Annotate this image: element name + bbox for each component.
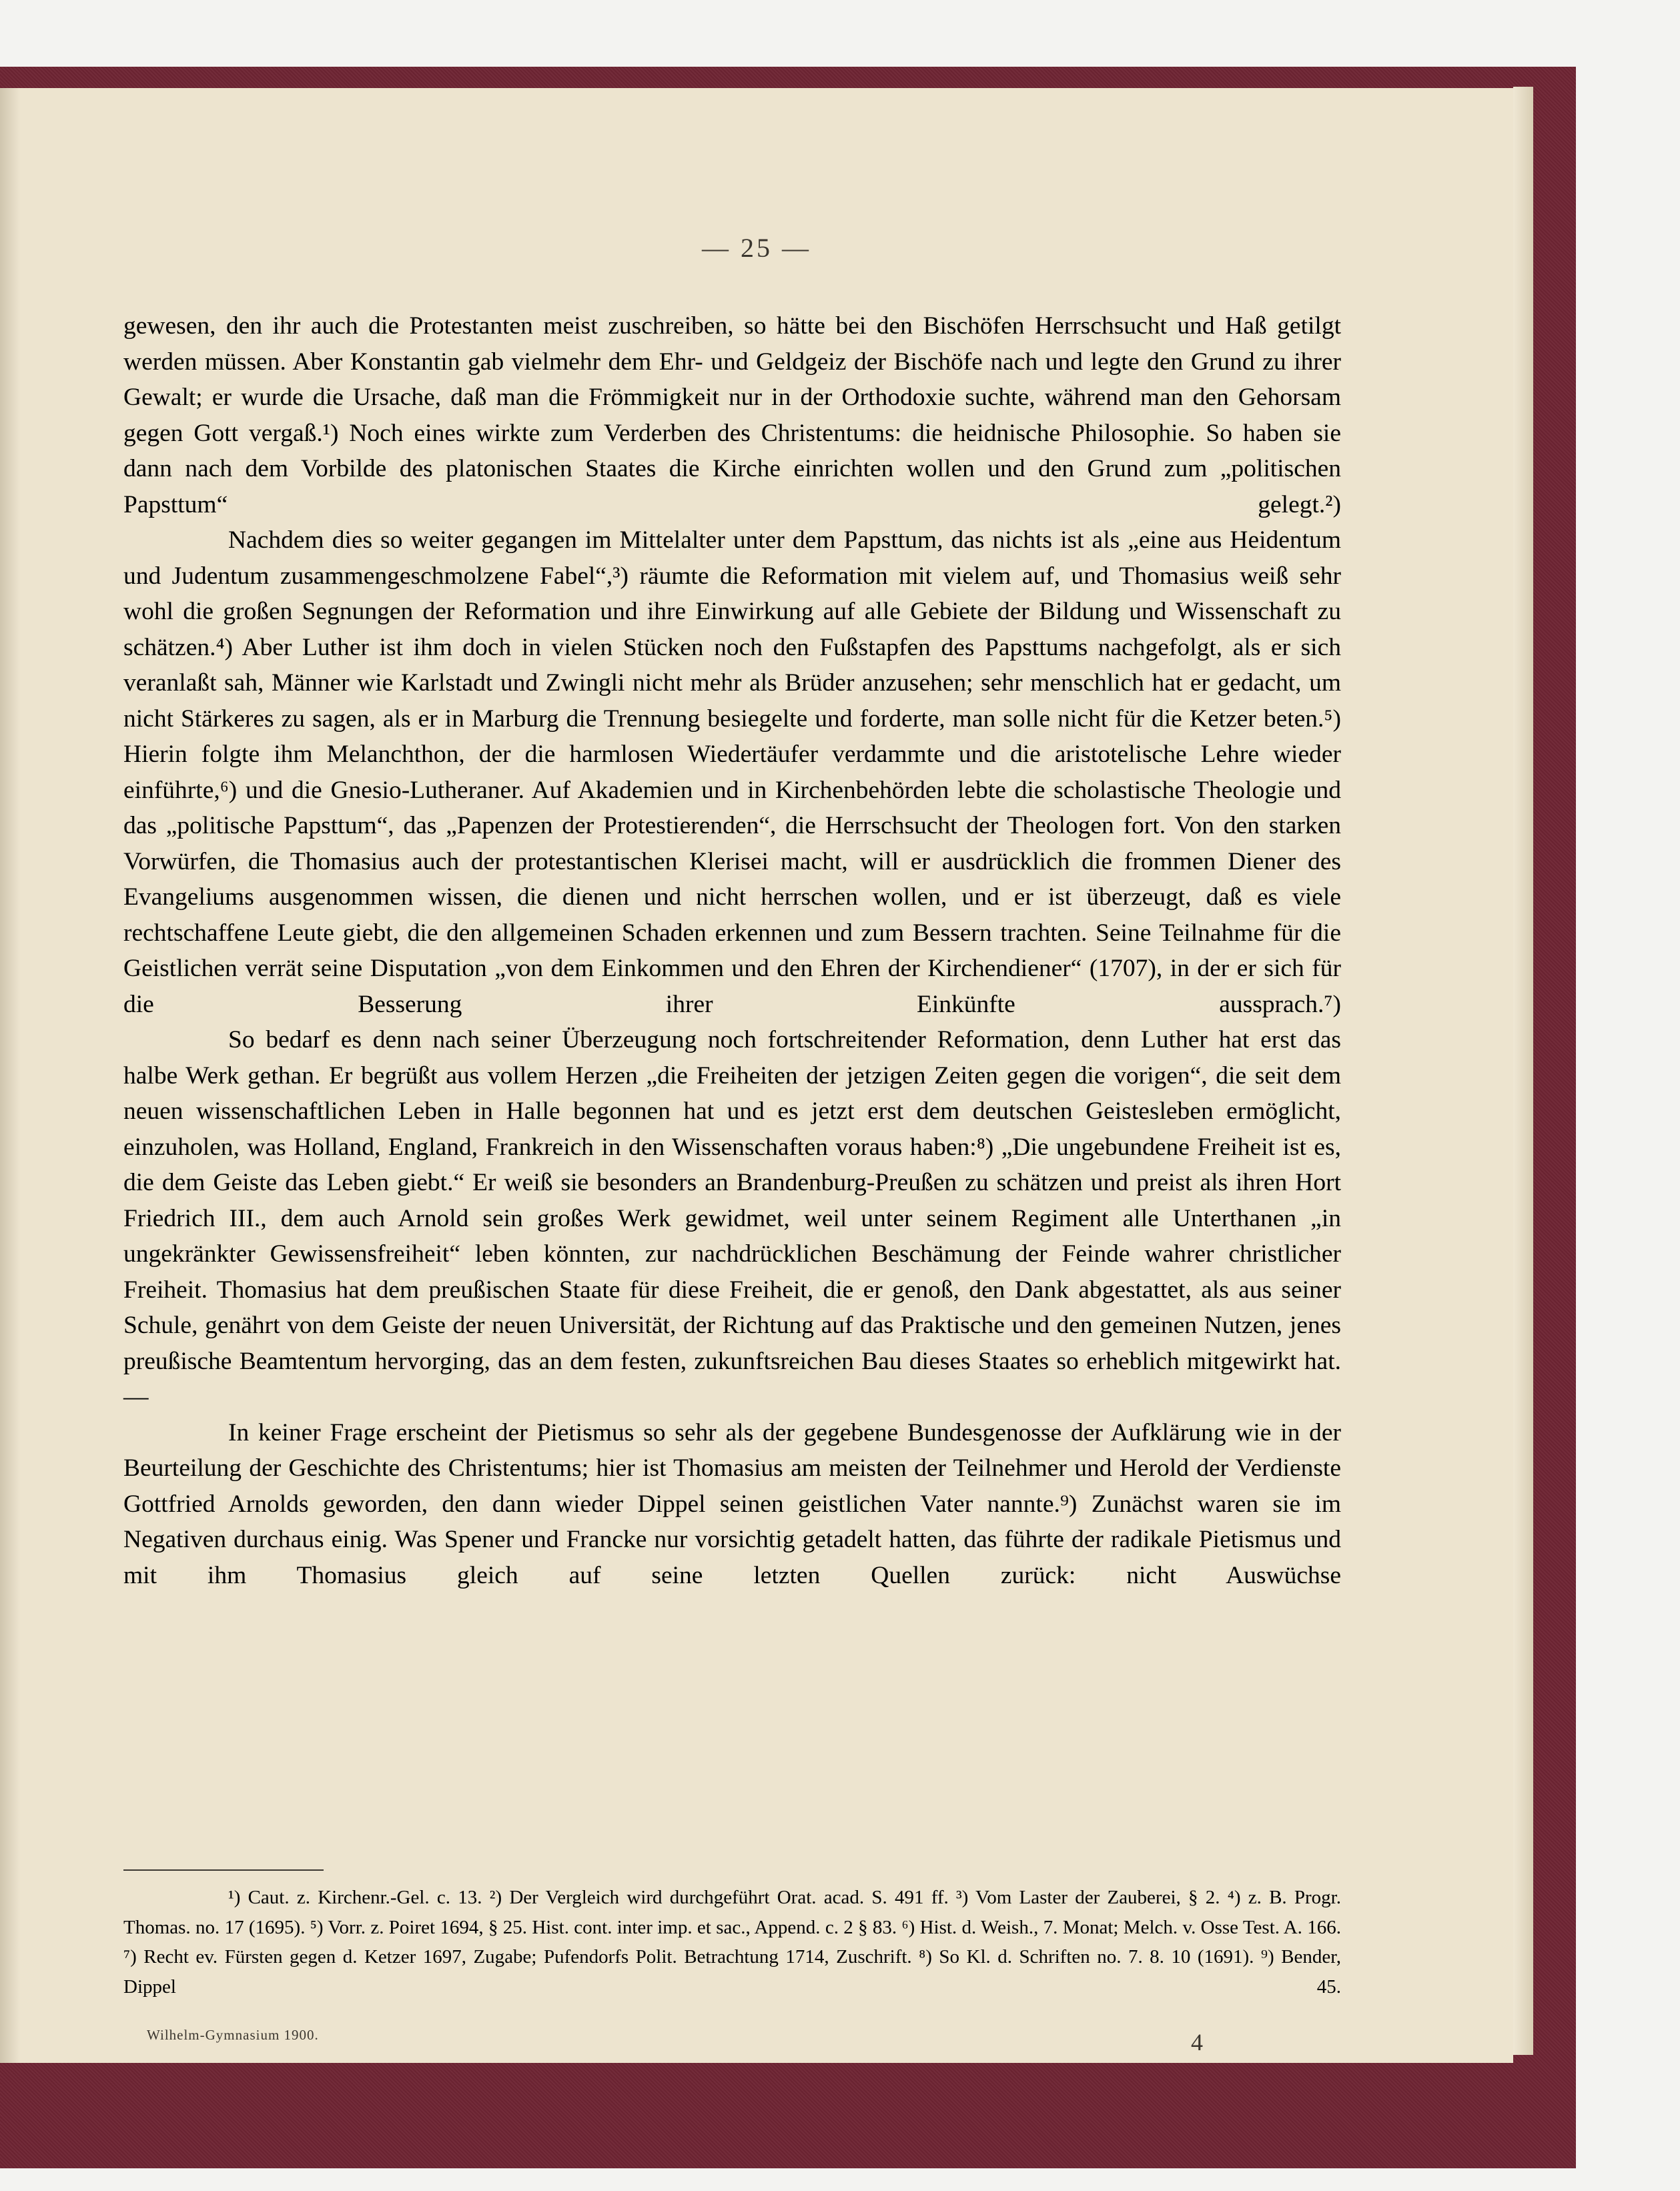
page-number: — 25 — [702,233,811,263]
sheet-number: 4 [1191,2029,1203,2056]
body-text [123,308,1341,1593]
footnote-text: ¹) Caut. z. Kirchenr.-Gel. c. 13. ²) Der Vergleich wird durchgeführt Orat. acad. S. 491 ff. ³) Vom Laster der Zauberei, § 2. ⁴) z. B. Progr. Thomas. no. 17 (1695). ⁵) Vorr. z. Poiret 1694, § 25. Hist. cont. inter imp. et sac., Append. c. 2 § 83. ⁶) Hist. d. Weish., 7. Monat; Melch. v. Osse Test. A. 166. ⁷) Recht ev. Fürsten gegen d. Ketzer 1697, Zugabe; Pufendorfs Polit. Betrachtung 1714, Zuschrift. ⁸) So Kl. d. Schriften no. 7. 8. 10 (1691). ⁹) Bender, Dippel 45. [123,1887,1341,1998]
paragraph-1: gewesen, den ihr auch die Protestanten meist zuschreiben, so hätte bei den Bischöfen Herrschsucht und Haß getilgt werden müssen. Aber Konstantin gab vielmehr dem Ehr- und Geldgeiz der Bischöfe nach und legte den Grund zu ihrer Gewalt; er wurde die Ursache, daß man die Frömmigkeit nur in der Orthodoxie suchte, während man den Gehorsam gegen Gott vergaß.¹) Noch eines wirkte zum Verderben des Christentums: die heidnische Philosophie. So haben sie dann nach dem Vorbilde des platonischen Staates die Kirche einrichten wollen und den Grund zum „politischen Papsttum“ gelegt.²) [123,312,1341,518]
left-page-sliver [0,88,20,2063]
sheet-signature: Wilhelm-Gymnasium 1900. [147,2027,319,2043]
page-edge [1513,87,1533,2055]
paragraph-4: In keiner Frage erscheint der Pietismus so sehr als der gegebene Bundesgenosse der Aufklärung wie in der Beurteilung der Geschichte des Christentums; hier ist Thomasius am meisten der Teilnehmer und Herold der Verdienste Gottfried Arnolds geworden, den dann wieder Dippel seinen geistlichen Vater nannte.⁹) Zunächst waren sie im Negativen durchaus einig. Was Spener und Francke nur vorsichtig getadelt hatten, das führte der radikale Pietismus und mit ihm Thomasius gleich auf seine letzten Quellen zurück: nicht Auswüchse [123,1418,1341,1589]
paragraph-3: So bedarf es denn nach seiner Überzeugung noch fortschreitender Reformation, denn Luther hat erst das halbe Werk gethan. Er begrüßt aus vollem Herzen „die Freiheiten der jetzigen Zeiten gegen die vorigen“, die seit dem neuen wissenschaftlichen Leben in Halle begonnen hat und es jetzt erst dem deutschen Geistesleben ermöglicht, einzuholen, was Holland, England, Frankreich in den Wissenschaften voraus haben:⁸) „Die ungebundene Freiheit ist es, die dem Geiste das Leben giebt.“ Er weiß sie besonders an Brandenburg-Preußen zu schätzen und preist als ihren Hort Friedrich III., dem auch Arnold sein großes Werk gewidmet, weil unter seinem Regiment alle Unterthanen „in ungekränkter Gewissensfreiheit“ leben könnten, zur nachdrücklichen Beschämung der Feinde wahrer christlicher Freiheit. Thomasius hat dem preußischen Staate für diese Freiheit, die er genoß, den Dank abgestattet, als aus seiner Schule, genährt von dem Geiste der neuen Universität, der Richtung auf das Praktische und den gemeinen Nutzen, jenes preußische Beamtentum hervorging, das an dem festen, zukunftsreichen Bau dieses Staates so erheblich mitgewirkt hat. — [123,1026,1341,1410]
paragraph-2: Nachdem dies so weiter gegangen im Mittelalter unter dem Papsttum, das nichts ist als „eine aus Heidentum und Judentum zusammengeschmolzene Fabel“,³) räumte die Reformation mit vielem auf, und Thomasius weiß sehr wohl die großen Segnungen der Reformation und ihre Einwirkung auf alle Gebiete der Bildung und Wissenschaft zu schätzen.⁴) Aber Luther ist ihm doch in vielen Stücken noch den Fußstapfen des Papsttums nachgefolgt, als er sich veranlaßt sah, Männer wie Karlstadt und Zwingli nicht mehr als Brüder anzusehen; sehr menschlich hat er gedacht, um nicht Stärkeres zu sagen, als er in Marburg die Trennung besiegelte und forderte, man solle nicht für die Ketzer beten.⁵) Hierin folgte ihm Melanchthon, der die harmlosen Wiedertäufer verdammte und die aristotelische Lehre wieder einführte,⁶) und die Gnesio-Lutheraner. Auf Akademien und in Kirchenbehörden lebte die scholastische Theologie und das „politische Papsttum“, das „Papenzen der Protestierenden“, die Herrschsucht der Theologen fort. Von den starken Vorwürfen, die Thomasius auch der protestantischen Klerisei macht, will er ausdrücklich die frommen Diener des Evangeliums ausgenommen wissen, die dienen und nicht herrschen wollen, und er ist überzeugt, daß es viele rechtschaffene Leute giebt, die den allgemeinen Schaden erkennen und zum Bessern trachten. Seine Teilnahme für die Geistlichen verrät seine Disputation „von dem Einkommen und den Ehren der Kirchendiener“ (1707), in der er sich für die Besserung ihrer Einkünfte aussprach.⁷) [123,526,1341,1018]
footnote-rule [123,1869,324,1871]
footnotes [123,1883,1341,2002]
